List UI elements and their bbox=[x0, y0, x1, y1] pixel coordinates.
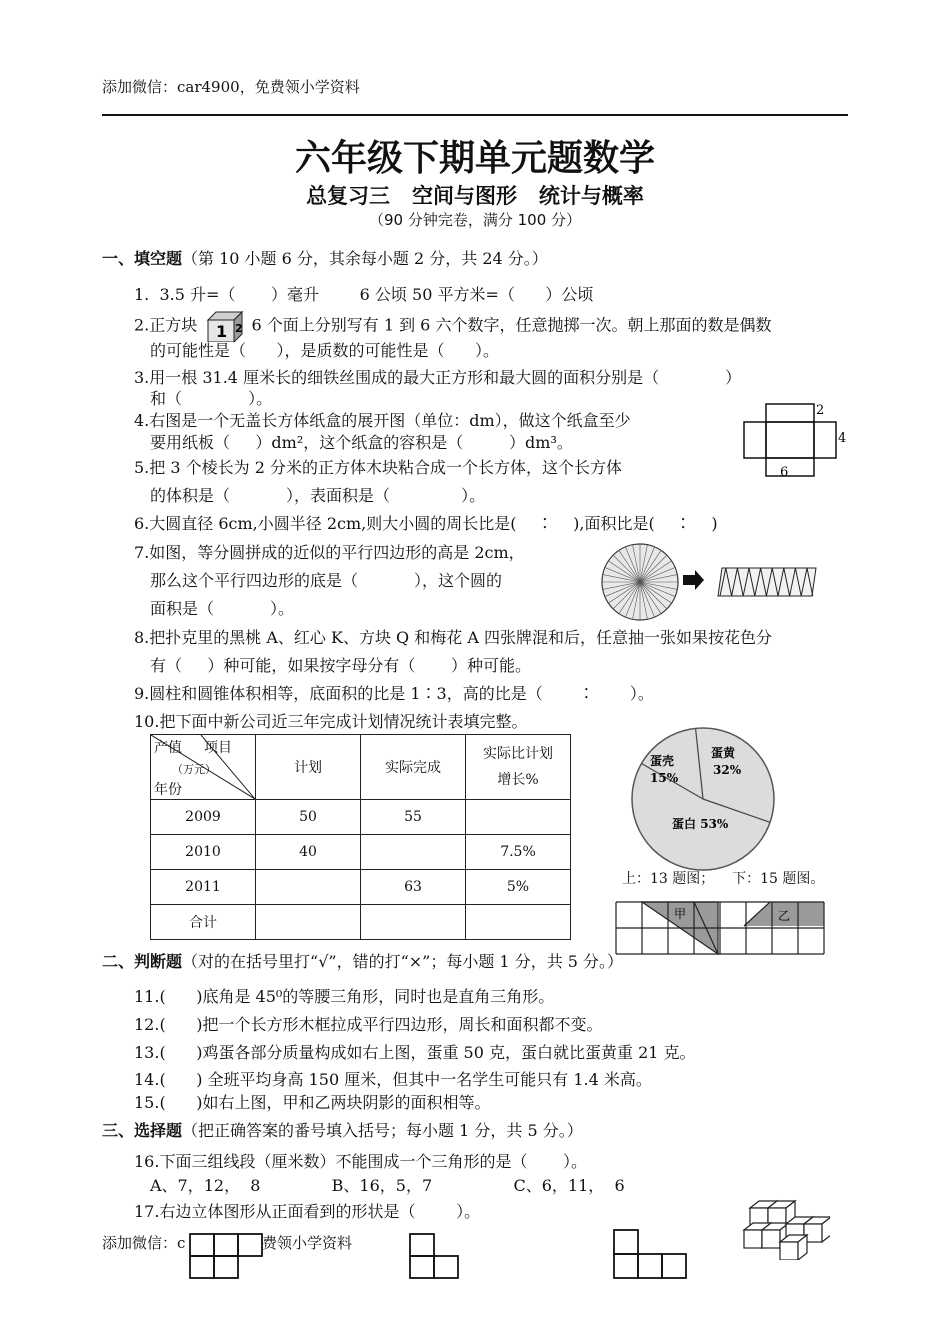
table-cell: 63 bbox=[361, 870, 466, 905]
question-14: 14.( ) 全班平均身高 150 厘米，但其中一名学生可能只有 1.4 米高。 bbox=[134, 1070, 652, 1089]
pie-label-shell: 蛋壳 bbox=[650, 754, 675, 768]
pie-value-yolk: 32% bbox=[713, 763, 742, 777]
table-row bbox=[151, 870, 571, 905]
table-cell: 40 bbox=[256, 835, 361, 870]
pie-label-white bbox=[672, 816, 729, 831]
net-label-right: 4 bbox=[838, 431, 847, 446]
table-header-row bbox=[151, 735, 571, 800]
table-cell bbox=[466, 800, 571, 835]
dice-face-1: 1 bbox=[216, 322, 228, 341]
section2-line bbox=[102, 949, 623, 972]
pie-value-white: 53% bbox=[700, 817, 729, 831]
table-cell: 2010 bbox=[151, 835, 256, 870]
section3-note: （把正确答案的番号填入括号；每小题 1 分，共 5 分。） bbox=[182, 1121, 583, 1140]
pie-label-yolk: 蛋黄 bbox=[711, 746, 736, 760]
table-cell bbox=[361, 905, 466, 940]
question-2-line2: 的可能性是（ ），是质数的可能性是（ ）。 bbox=[150, 341, 500, 360]
section2-heading: 二、判断题 bbox=[102, 952, 183, 971]
question-1: 1. 3.5 升=（ ）毫升 6 公顷 50 平方米=（ ）公顷 bbox=[134, 285, 594, 304]
option-shape-c bbox=[612, 1226, 692, 1282]
table-header-cell: 实际完成 bbox=[361, 735, 466, 800]
question-13: 13.( )鸡蛋各部分质量构成如右上图，蛋重 50 克，蛋白就比蛋黄重 21 克。 bbox=[134, 1043, 696, 1062]
section3-line bbox=[102, 1118, 583, 1141]
circle-parallelogram-figure bbox=[598, 538, 818, 622]
question-3-line1: 3.用一根 31.4 厘米长的细铁丝围成的最大正方形和最大圆的面积分别是（ ） bbox=[134, 368, 742, 387]
section1-line bbox=[102, 246, 548, 269]
corner-year-label: 年份 bbox=[154, 782, 182, 798]
question-8-line2: 有（ ）种可能，如果按字母分有（ ）种可能。 bbox=[150, 656, 532, 675]
cube-front-face bbox=[762, 1230, 780, 1248]
table-cell bbox=[256, 870, 361, 905]
question-7-line2: 那么这个平行四边形的底是（ ），这个圆的 bbox=[150, 571, 502, 590]
table-header-cell: 计划 bbox=[256, 735, 361, 800]
table-cell: 2009 bbox=[151, 800, 256, 835]
table-cell bbox=[466, 905, 571, 940]
option-shape-a bbox=[188, 1232, 268, 1282]
cube-front-face bbox=[744, 1230, 762, 1248]
table-row bbox=[151, 905, 571, 940]
table-cell: 合计 bbox=[151, 905, 256, 940]
box-net-figure bbox=[738, 398, 850, 482]
table-row bbox=[151, 800, 571, 835]
q2-prefix: 2.正方块 bbox=[134, 315, 198, 335]
header-line1: 实际比计划 bbox=[483, 746, 553, 762]
table-cell bbox=[361, 835, 466, 870]
question-6: 6.大圆直径 6cm,小圆半径 2cm,则大小圆的周长比是( ∶ ),面积比是( ∶ ) bbox=[134, 514, 718, 533]
header-note: 添加微信：car4900，免费领小学资料 bbox=[102, 78, 360, 96]
net-label-bottom: 6 bbox=[780, 465, 789, 480]
question-10: 10.把下面中新公司近三年完成计划情况统计表填完整。 bbox=[134, 712, 528, 731]
table-cell bbox=[256, 905, 361, 940]
q2-suffix: 6 个面上分别写有 1 到 6 六个数字，任意抛掷一次。朝上那面的数是偶数 bbox=[251, 315, 772, 335]
table-cell: 50 bbox=[256, 800, 361, 835]
net-label-top: 2 bbox=[816, 403, 825, 418]
corner-value-label: 产值 bbox=[154, 740, 182, 756]
footer-note-left: 添加微信：c bbox=[102, 1234, 186, 1252]
question-5-line2: 的体积是（ ），表面积是（ ）。 bbox=[150, 486, 486, 505]
question-16-options: A、7，12， 8 B、16，5，7 C、6，11， 6 bbox=[150, 1176, 625, 1195]
page-title: 六年级下期单元题数学 bbox=[294, 138, 655, 179]
header-rule bbox=[102, 114, 848, 116]
header-line2: 增长% bbox=[497, 772, 539, 788]
section2-note: （对的在括号里打“√”，错的打“×”；每小题 1 分，共 5 分。） bbox=[182, 952, 624, 971]
question-11: 11.( )底角是 45⁰的等腰三角形，同时也是直角三角形。 bbox=[134, 987, 555, 1006]
pie-label-white-name: 蛋白 bbox=[672, 817, 697, 831]
section1-note: （第 10 小题 6 分，其余每小题 2 分，共 24 分。） bbox=[182, 249, 548, 268]
question-9: 9.圆柱和圆锥体积相等，底面积的比是 1∶3，高的比是（ ∶ ）。 bbox=[134, 684, 654, 703]
table-row bbox=[151, 835, 571, 870]
question-3-line2: 和（ ）。 bbox=[150, 389, 273, 408]
question-15: 15.( )如右上图，甲和乙两块阴影的面积相等。 bbox=[134, 1093, 491, 1112]
section3-heading: 三、选择题 bbox=[102, 1121, 183, 1140]
dice-face-2: 2 bbox=[235, 322, 244, 335]
corner-unit-label: （万元） bbox=[172, 763, 216, 776]
option-shape-b bbox=[408, 1232, 464, 1282]
pie-value-shell: 15% bbox=[650, 771, 679, 785]
table-header-cell bbox=[466, 735, 571, 800]
grid-figure bbox=[614, 900, 832, 956]
question-8-line1: 8.把扑克里的黑桃 A、红心 K、方块 Q 和梅花 A 四张牌混和后，任意抽一张如果按花色分 bbox=[134, 628, 772, 647]
table-corner-cell bbox=[151, 735, 256, 800]
table-cell: 55 bbox=[361, 800, 466, 835]
page-subtitle: 总复习三 空间与图形 统计与概率 bbox=[306, 184, 644, 208]
footer-note-right: 费领小学资料 bbox=[262, 1234, 353, 1252]
section1-heading: 一、填空题 bbox=[102, 249, 183, 268]
question-12: 12.( )把一个长方形木框拉成平行四边形，周长和面积都不变。 bbox=[134, 1015, 603, 1034]
corner-item-label: 项目 bbox=[204, 740, 232, 756]
cube-front-face bbox=[780, 1242, 798, 1260]
grid-label-yi: 乙 bbox=[778, 909, 791, 923]
question-7-line3: 面积是（ ）。 bbox=[150, 599, 294, 618]
grid-label-jia: 甲 bbox=[674, 907, 687, 921]
stats-table bbox=[150, 734, 571, 940]
pie-chart bbox=[628, 724, 778, 874]
figure-caption: 上：13 题图； 下：15 题图。 bbox=[622, 871, 825, 887]
question-4-line2: 要用纸板（ ）dm²，这个纸盒的容积是（ ）dm³。 bbox=[150, 433, 573, 452]
question-4-line1: 4.右图是一个无盖长方体纸盒的展开图（单位：dm），做这个纸盒至少 bbox=[134, 411, 631, 430]
exam-info: （90 分钟完卷，满分 100 分） bbox=[368, 211, 582, 229]
question-17: 17.右边立体图形从正面看到的形状是（ ）。 bbox=[134, 1202, 481, 1221]
question-16: 16.下面三组线段（厘米数）不能围成一个三角形的是（ ）。 bbox=[134, 1152, 588, 1171]
table-cell: 5% bbox=[466, 870, 571, 905]
question-7-line1: 7.如图，等分圆拼成的近似的平行四边形的高是 2cm， bbox=[134, 543, 525, 562]
question-5-line1: 5.把 3 个棱长为 2 分米的正方体木块粘合成一个长方体，这个长方体 bbox=[134, 458, 622, 477]
arrow-icon bbox=[683, 570, 704, 590]
cube-stack-figure bbox=[740, 1190, 830, 1260]
table-cell: 7.5% bbox=[466, 835, 571, 870]
table-cell: 2011 bbox=[151, 870, 256, 905]
